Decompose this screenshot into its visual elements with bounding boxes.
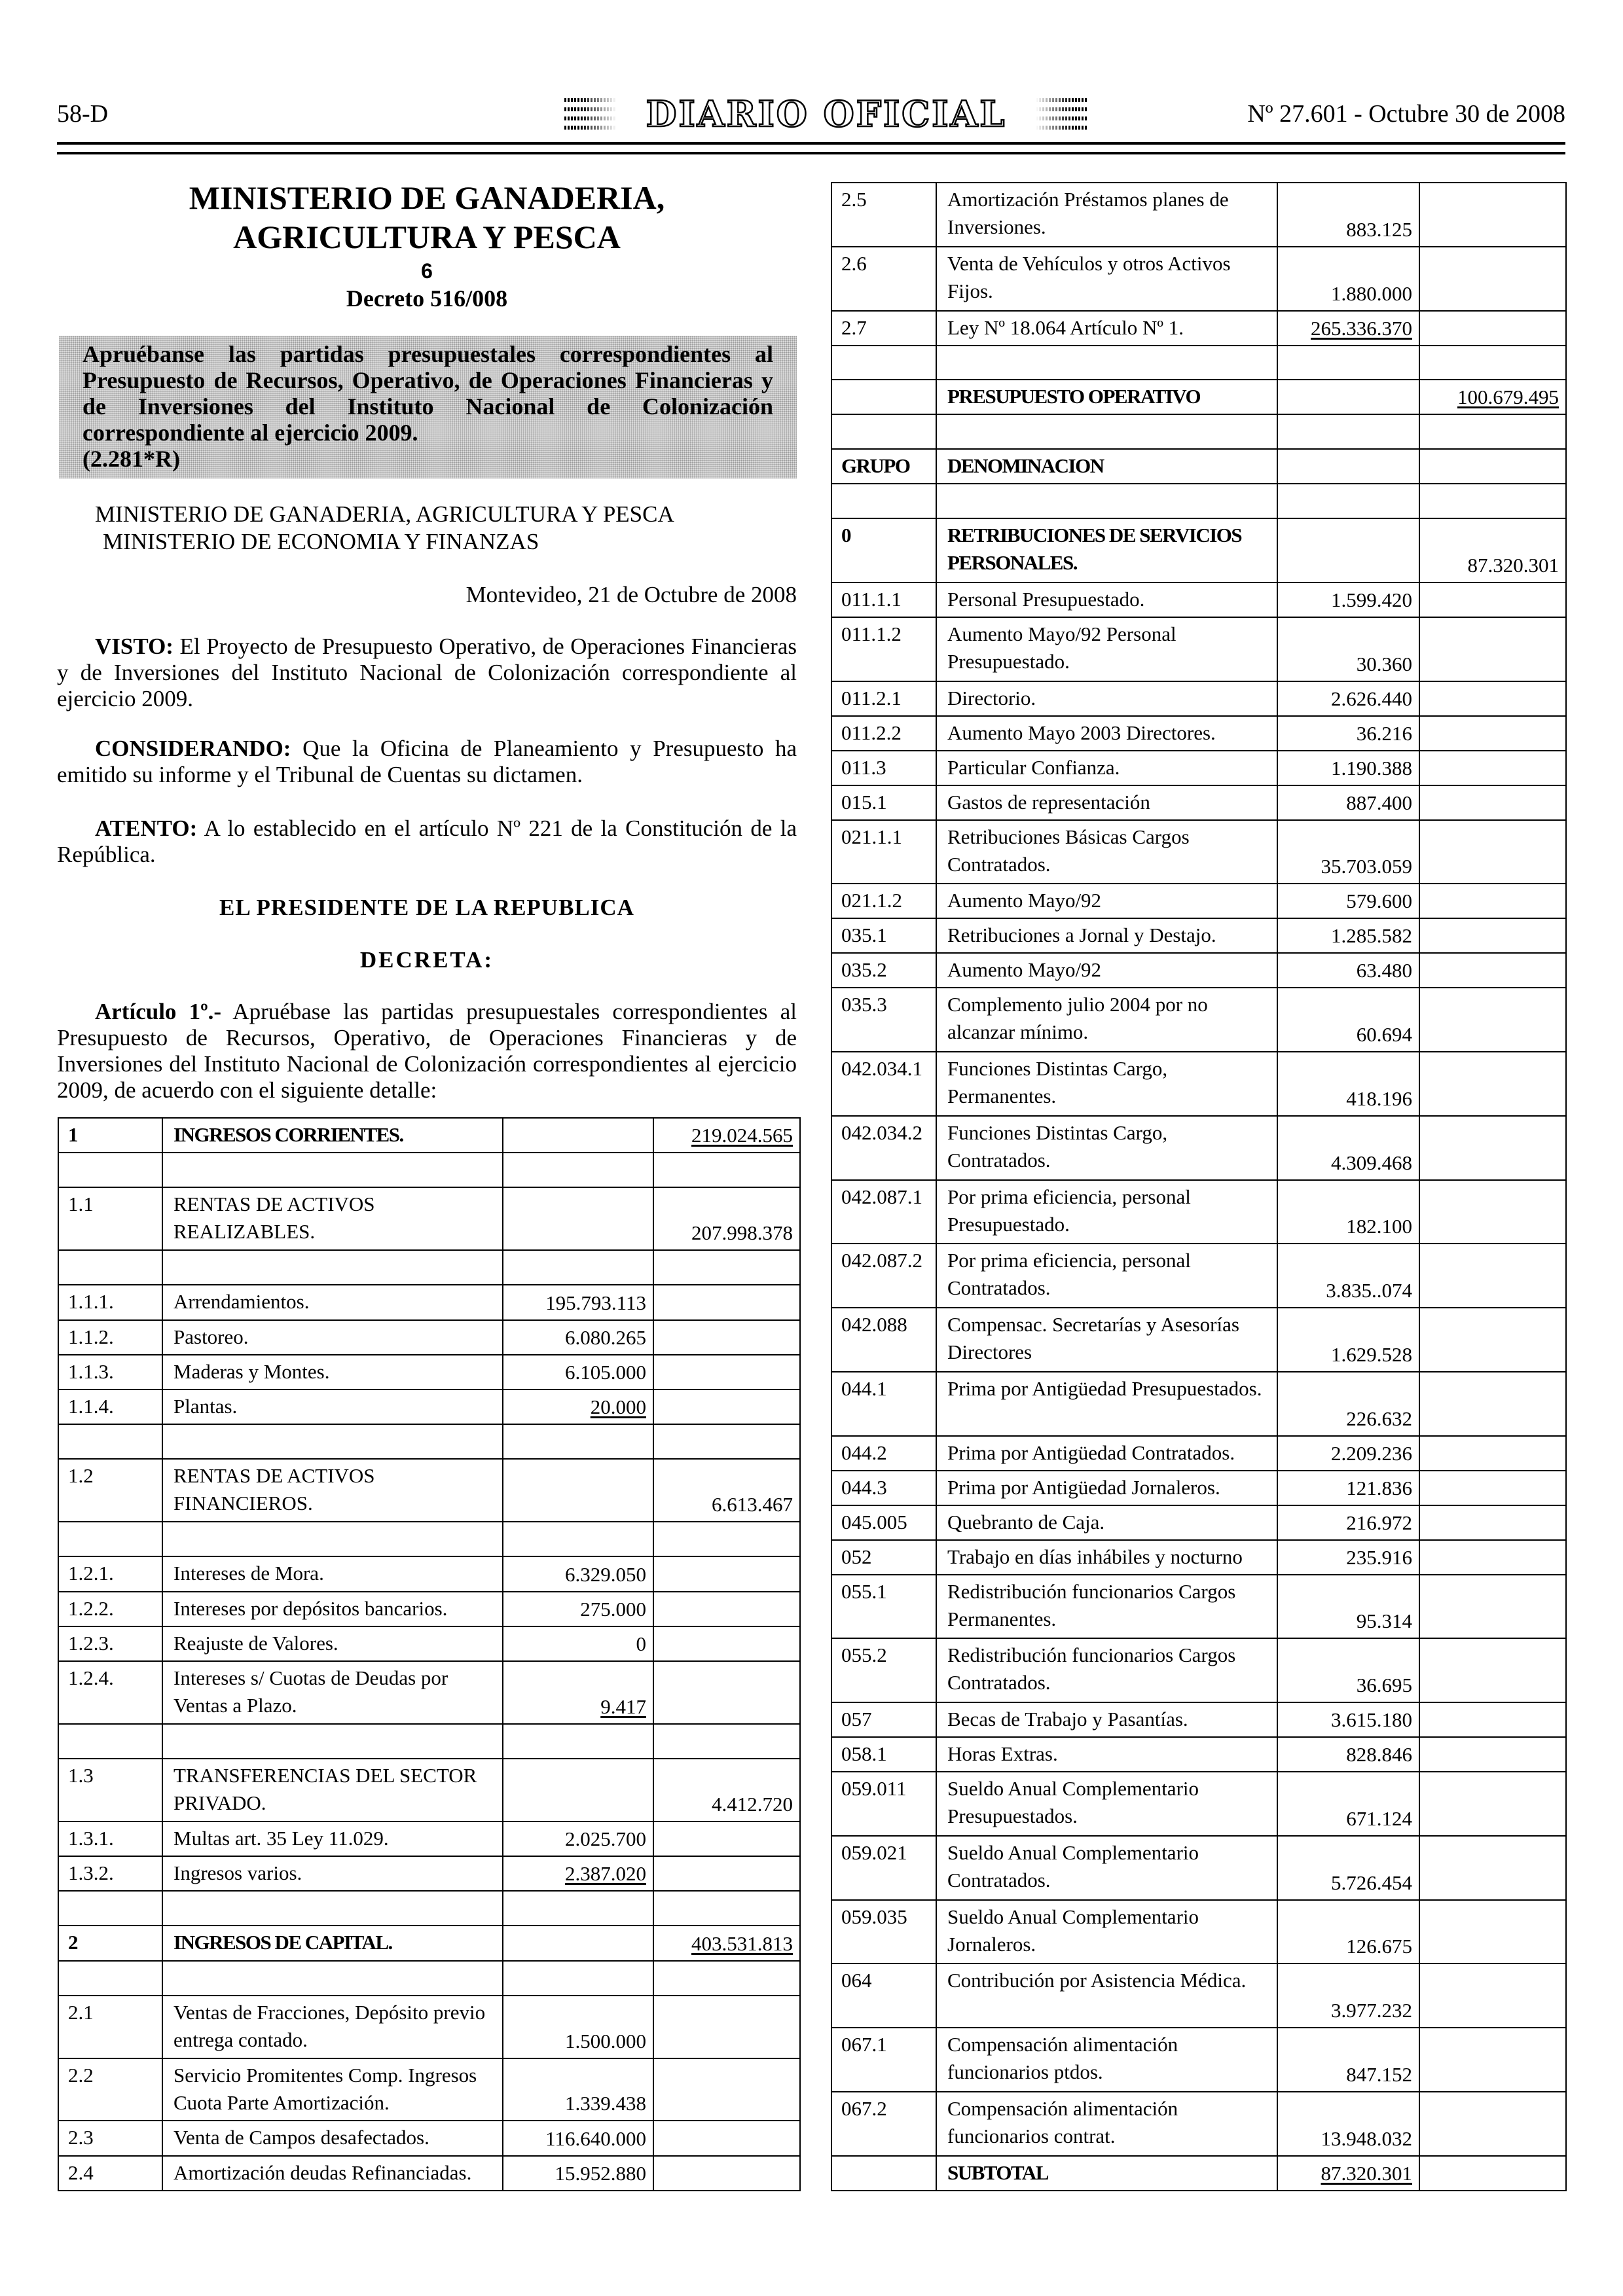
row-description: Horas Extras. [947,1742,1058,1766]
table-row [831,1052,1566,1116]
row-amount: 226.632 [1346,1407,1412,1430]
row-amount: 182.100 [1346,1215,1412,1238]
row-amount: 9.417 [600,1695,646,1718]
row-code: 064 [841,1969,872,1992]
table-row [831,617,1566,681]
table-row [831,1244,1566,1308]
table-row [58,1424,800,1459]
row-description: INGRESOS CORRIENTES. [173,1123,403,1146]
table-row [58,1926,800,1960]
table-row [831,2156,1566,2191]
table-row [831,346,1566,380]
table-row [831,2092,1566,2156]
row-amount: 418.196 [1346,1086,1412,1110]
row-description: Gastos de representación [947,790,1150,814]
row-description: Compensación alimentación funcionarios ptdos. [947,2033,1178,2084]
header-rule-top [57,142,1565,145]
row-amount: 2.209.236 [1331,1441,1412,1465]
row-description: Personal Presupuestado. [947,588,1145,611]
row-description: PRESUPUESTO OPERATIVO [947,385,1201,408]
row-description: Servicio Promitentes Comp. Ingresos Cuota Parte Amortización. [173,2063,477,2114]
row-description: INGRESOS DE CAPITAL. [173,1931,392,1954]
table-row [831,1372,1566,1436]
table-row [831,1471,1566,1505]
row-code: 015.1 [841,790,887,814]
row-total: 87.320.301 [1467,554,1559,577]
ministry-title-line1: MINISTERIO DE GANADERIA, [189,179,665,216]
row-description: Ingresos varios. [173,1861,302,1884]
row-description: Prima por Antigüedad Jornaleros. [947,1475,1220,1499]
considerando-paragraph [57,736,797,788]
row-code: 042.087.1 [841,1185,922,1208]
table-row [58,1592,800,1626]
table-row [58,1724,800,1759]
row-description: Contribución por Asistencia Médica. [947,1969,1247,1992]
row-code: 021.1.2 [841,889,902,912]
table-row [831,1964,1566,2028]
row-amount: 275.000 [580,1597,646,1621]
row-code: 2.7 [841,315,867,339]
table-row [831,414,1566,449]
row-amount: 1.190.388 [1331,756,1412,780]
row-amount: 1.629.528 [1331,1342,1412,1366]
row-description: DENOMINACION [947,454,1104,478]
table-row [831,484,1566,518]
row-code: 045.005 [841,1510,907,1534]
row-code: 011.2.1 [841,686,902,709]
decree-summary: Apruébanse las partidas presupuestales correspondientes al Presupuesto de Recursos, Operativo, de Operaciones Financieras y de Inversiones del Instituto Nacional de Colonización correspondiente al ejercicio 2009. [82,341,773,446]
row-description: Ventas de Fracciones, Depósito previo entrega contado. [173,2000,486,2051]
table-row [58,1320,800,1355]
row-amount: 195.793.113 [545,1291,646,1314]
row-amount: 1.500.000 [565,2029,646,2053]
row-amount: 63.480 [1356,959,1412,982]
row-amount: 6.080.265 [565,1325,646,1349]
row-code: 044.2 [841,1441,887,1464]
article-1-label: Artículo 1º.- [95,999,222,1024]
row-amount: 671.124 [1346,1806,1412,1830]
table-row [58,1626,800,1661]
row-code: 2.5 [841,188,867,211]
row-amount: 579.600 [1346,889,1412,913]
row-description: Sueldo Anual Complementario Presupuestados. [947,1777,1199,1827]
table-row [831,1505,1566,1540]
table-row [58,1250,800,1285]
row-code: 1.2.3. [68,1631,114,1655]
row-description: Aumento Mayo/92 [947,958,1102,982]
row-description: RENTAS DE ACTIVOS FINANCIEROS. [173,1464,375,1515]
row-description: Aumento Mayo/92 Personal Presupuestado. [947,622,1176,673]
place-date: Montevideo, 21 de Octubre de 2008 [465,582,797,607]
row-description: Pastoreo. [173,1325,249,1348]
row-code: 1.3.1. [68,1826,114,1850]
row-description: TRANSFERENCIAS DEL SECTOR PRIVADO. [173,1763,477,1814]
row-amount: 883.125 [1346,217,1412,241]
masthead-logo [564,93,1088,135]
table-row [831,1772,1566,1836]
row-amount: 1.880.000 [1331,281,1412,305]
row-description: Amortización Préstamos planes de Inversiones. [947,188,1229,238]
row-code: 067.2 [841,2096,887,2120]
row-amount: 126.675 [1346,1935,1412,1958]
table-row [831,1900,1566,1964]
table-row [831,380,1566,414]
table-row [58,1856,800,1891]
row-description: Aumento Mayo 2003 Directores. [947,721,1216,744]
decree-reference: (2.281*R) [82,446,180,472]
table-row [58,1891,800,1926]
row-code: 042.087.2 [841,1249,922,1272]
row-amount: 847.152 [1346,2062,1412,2086]
table-row [831,518,1566,583]
row-total: 207.998.378 [691,1221,793,1245]
row-code: 2.2 [68,2063,94,2087]
table-row [831,1308,1566,1372]
row-amount: 60.694 [1356,1023,1412,1047]
row-code: 1.1.1. [68,1290,114,1314]
row-description: Aumento Mayo/92 [947,889,1102,912]
row-total: 219.024.565 [691,1124,793,1147]
row-code: 059.021 [841,1840,907,1864]
row-amount: 828.846 [1346,1743,1412,1766]
row-code: 1.1.4. [68,1395,114,1418]
row-amount: 13.948.032 [1321,2126,1412,2150]
table-row [831,1116,1566,1180]
article-1-paragraph [57,999,797,1103]
row-amount: 1.339.438 [565,2092,646,2115]
row-code: 1 [68,1123,77,1146]
row-code: 058.1 [841,1742,887,1766]
decree-summary-box [59,336,797,478]
row-code: 1.2 [68,1464,94,1488]
row-description: Directorio. [947,686,1036,709]
table-row [58,2156,800,2191]
table-row [58,2058,800,2121]
table-row [58,1187,800,1250]
row-code: 035.2 [841,958,887,982]
row-code: 1.3 [68,1763,94,1787]
row-description: Compensación alimentación funcionarios contrat. [947,2096,1178,2147]
row-description: Funciones Distintas Cargo, Permanentes. [947,1057,1168,1108]
article-1-text: Apruébase las partidas presupuestales correspondientes al Presupuesto de Recursos, Operativo, de Operaciones Financieras y de Inversiones del Instituto Nacional de Colonización correspondientes al ejercicio 2009, de acuerdo con el siguiente detalle: [57,999,797,1103]
row-description: Trabajo en días inhábiles y nocturno [947,1545,1243,1568]
row-amount: 3.615.180 [1331,1708,1412,1732]
row-description: RENTAS DE ACTIVOS REALIZABLES. [173,1193,375,1244]
table-row [831,183,1566,247]
row-code: 011.1.1 [841,588,902,611]
row-code: 059.011 [841,1777,907,1800]
visto-text: El Proyecto de Presupuesto Operativo, de Operaciones Financieras y de Inversiones del Instituto Nacional de Colonización correspondiente al ejercicio 2009. [57,634,797,711]
row-description: Sueldo Anual Complementario Contratados. [947,1840,1199,1892]
atento-paragraph [57,816,797,868]
row-amount: 265.336.370 [1311,316,1412,340]
row-description: Por prima eficiencia, personal Presupuestado. [947,1185,1191,1236]
table-row [831,247,1566,311]
table-row [831,681,1566,716]
row-total: 4.412.720 [712,1792,793,1816]
row-description: Quebranto de Caja. [947,1510,1105,1534]
row-code: 042.088 [841,1313,907,1336]
issuing-ministries [57,501,797,556]
row-code: 0 [841,524,850,547]
row-amount: 30.360 [1356,652,1412,675]
ministry-title-line2: AGRICULTURA Y PESCA [233,219,621,255]
row-description: Reajuste de Valores. [173,1631,338,1655]
considerando-text: Que la Oficina de Planeamiento y Presupuesto ha emitido su informe y el Tribunal de Cuentas su dictamen. [57,736,797,787]
row-amount: 2.387.020 [565,1862,646,1886]
row-code: 035.3 [841,993,887,1016]
masthead-ornament-right-icon [1036,98,1088,130]
row-description: Multas art. 35 Ley 11.029. [173,1826,389,1850]
table-row [58,1961,800,1996]
row-amount: 87.320.301 [1321,2162,1412,2185]
row-amount: 36.695 [1356,1674,1412,1697]
table-row [58,1459,800,1522]
row-code: 2.3 [68,2126,94,2149]
table-row [831,820,1566,884]
row-code: 055.1 [841,1579,887,1603]
row-description: SUBTOTAL [947,2161,1048,2184]
table-row [58,1522,800,1556]
row-code: 1.2.2. [68,1596,114,1620]
row-description: Arrendamientos. [173,1290,310,1314]
masthead-title: DIARIO OFICIAL [646,93,1007,135]
row-code: 1.3.2. [68,1861,114,1884]
row-amount: 3.835..074 [1326,1279,1412,1302]
row-code: 1.1.3. [68,1359,114,1383]
table-row [831,311,1566,346]
row-description: Becas de Trabajo y Pasantías. [947,1708,1188,1731]
row-description: RETRIBUCIONES DE SERVICIOS PERSONALES. [947,524,1242,575]
row-description: Plantas. [173,1395,238,1418]
row-code: 055.2 [841,1643,887,1667]
row-description: Complemento julio 2004 por no alcanzar mínimo. [947,993,1208,1044]
row-code: 1.2.4. [68,1666,114,1689]
row-amount: 1.285.582 [1331,924,1412,948]
table-row [831,1638,1566,1702]
table-row [58,1661,800,1724]
visto-label: VISTO: [95,634,173,659]
row-description: Sueldo Anual Complementario Jornaleros. [947,1905,1199,1956]
row-code: 059.035 [841,1905,907,1928]
row-description: Compensac. Secretarías y Asesorías Directores [947,1313,1239,1364]
row-code: 011.2.2 [841,721,902,744]
masthead-ornament-left-icon [564,98,617,130]
table-row [831,583,1566,617]
row-code: 011.3 [841,755,886,779]
row-description: Ley Nº 18.064 Artículo Nº 1. [947,315,1184,339]
decreta-heading: DECRETA: [359,947,494,973]
row-code: 2.4 [68,2161,94,2184]
row-code: 2.6 [841,251,867,275]
row-description: Amortización deudas Refinanciadas. [173,2161,472,2184]
row-code: 1.1.2. [68,1325,114,1348]
row-total: 6.613.467 [712,1493,793,1516]
atento-label: ATENTO: [95,816,198,841]
row-description: Redistribución funcionarios Cargos Contratados. [947,1643,1236,1695]
table-row [831,1540,1566,1575]
table-row [831,2028,1566,2092]
table-row [58,1996,800,2058]
decree-id: Decreto 516/008 [346,285,508,312]
president-heading: EL PRESIDENTE DE LA REPUBLICA [219,895,634,920]
row-code: 057 [841,1708,872,1731]
row-amount: 1.599.420 [1331,588,1412,612]
row-amount: 35.703.059 [1321,855,1412,878]
row-description: Por prima eficiencia, personal Contratados. [947,1249,1191,1300]
table-row [831,751,1566,785]
row-code: 044.3 [841,1475,887,1499]
row-code: 052 [841,1545,872,1568]
table-row [58,1153,800,1187]
considerando-label: CONSIDERANDO: [95,736,291,761]
table-row [58,1118,800,1153]
row-code: 021.1.1 [841,825,902,848]
row-amount: 2.626.440 [1331,687,1412,710]
row-description: Venta de Vehículos y otros Activos Fijos. [947,251,1231,302]
row-amount: 15.952.880 [555,2162,646,2185]
table-row [831,988,1566,1052]
row-total: 100.679.495 [1457,386,1559,409]
table-row [831,953,1566,988]
table-row [831,1575,1566,1639]
row-total: 403.531.813 [691,1931,793,1955]
row-amount: 2.025.700 [565,1827,646,1850]
row-description: Redistribución funcionarios Cargos Permanentes. [947,1579,1236,1630]
row-code: 1.1 [68,1193,94,1216]
table-row [831,1702,1566,1737]
row-description: Intereses s/ Cuotas de Deudas por Ventas a Plazo. [173,1666,448,1717]
table-row [831,1836,1566,1900]
row-description: Particular Confianza. [947,755,1120,779]
table-row [831,716,1566,751]
row-amount: 95.314 [1356,1609,1412,1633]
budget-table-resources [58,1117,801,2191]
row-amount: 20.000 [590,1395,646,1419]
atento-text: A lo establecido en el artículo Nº 221 de la Constitución de la República. [57,816,797,867]
table-row [831,1180,1566,1244]
header-rule-bottom [57,152,1565,154]
visto-paragraph [57,634,797,712]
table-row [58,1355,800,1390]
row-code: 042.034.1 [841,1057,922,1081]
row-description: Intereses por depósitos bancarios. [173,1596,448,1620]
row-description: Intereses de Mora. [173,1562,324,1585]
table-row [58,1556,800,1591]
row-code: GRUPO [841,454,910,478]
table-row [831,1436,1566,1471]
table-row [831,449,1566,484]
table-row [58,1821,800,1856]
table-row [831,1737,1566,1772]
table-row [58,1285,800,1319]
row-amount: 116.640.000 [545,2126,646,2150]
issuer-1: MINISTERIO DE GANADERIA, AGRICULTURA Y PESCA [95,501,674,527]
row-code: 011.1.2 [841,622,902,646]
table-row [831,884,1566,918]
row-amount: 36.216 [1356,721,1412,745]
table-row [58,1390,800,1424]
row-code: 2.1 [68,2000,94,2024]
row-description: Prima por Antigüedad Contratados. [947,1441,1235,1464]
table-row [58,2121,800,2155]
table-row [831,785,1566,820]
row-amount: 0 [636,1632,646,1655]
row-code: 1.2.1. [68,1562,114,1585]
row-code: 042.034.2 [841,1121,922,1144]
issuer-2: MINISTERIO DE ECONOMIA Y FINANZAS [103,529,539,554]
table-row [58,1759,800,1821]
item-number: 6 [421,259,433,283]
row-amount: 6.105.000 [565,1361,646,1384]
row-code: 044.1 [841,1376,887,1400]
row-description: Retribuciones a Jornal y Destajo. [947,924,1216,947]
table-row [831,918,1566,953]
row-code: 2 [68,1931,77,1954]
row-description: Venta de Campos desafectados. [173,2126,429,2149]
row-code: 035.1 [841,924,887,947]
row-code: 067.1 [841,2033,887,2056]
row-description: Prima por Antigüedad Presupuestados. [947,1376,1262,1400]
row-description: Retribuciones Básicas Cargos Contratados. [947,825,1190,876]
budget-table-operating [831,182,1567,2191]
row-amount: 4.309.468 [1331,1151,1412,1174]
row-amount: 887.400 [1346,791,1412,814]
row-amount: 216.972 [1346,1511,1412,1534]
page-number: 58-D [57,100,109,128]
row-amount: 235.916 [1346,1545,1412,1569]
issue-info: Nº 27.601 - Octubre 30 de 2008 [1247,100,1565,128]
row-amount: 5.726.454 [1331,1871,1412,1894]
row-amount: 121.836 [1346,1476,1412,1499]
row-description: Maderas y Montes. [173,1359,330,1383]
row-description: Funciones Distintas Cargo, Contratados. [947,1121,1168,1172]
row-amount: 6.329.050 [565,1562,646,1586]
row-amount: 3.977.232 [1331,1999,1412,2022]
